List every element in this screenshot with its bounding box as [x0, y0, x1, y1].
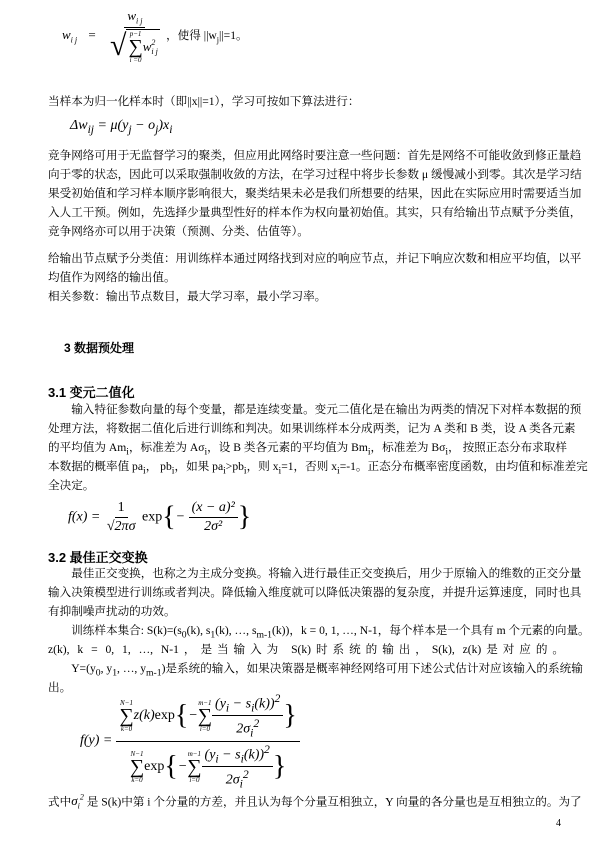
text-line: 全决定。 — [48, 479, 95, 492]
formula-normal-density: f(x) = $\frac{1}{√2\pi\sigma}$ exp{− $\frac{\text{(x − a)²}}{\text{2σ²}}$ } — [68, 500, 252, 534]
formula-weight-update: $\Delta w_{ij} = \mu(y_j - o_j)x_i$ — [70, 118, 173, 136]
intro-text: 当样本为归一化样本时（即||x||=1），学习可按如下算法进行： — [48, 95, 360, 108]
section-heading-3-1: 3.1 变元二值化 — [48, 385, 135, 400]
section-heading-3-2: 3.2 最佳正交变换 — [48, 550, 148, 565]
text-line: 均值作为网络的输出值。 — [48, 271, 176, 284]
text-line: 最佳正交变换，也称之为主成分变换。将输入进行最佳正交变换后，用少于原输入的维数的正交分量 — [48, 567, 582, 580]
text-line: 的平均值为 $Am_i$，标准差为 $A\sigma_i$，设 B 类各元素的平均值为 $Bm_i$，标准差为 $B\sigma_i$， 按照正态分布求取样 — [48, 441, 567, 458]
text-line: 竞争网络亦可以用于决策（预测、分类、估值等）。 — [48, 225, 309, 238]
variance-text: 式中$\sigma_i^2$ 是 S(k)中第 i 个分量的方差，并且认为每个分量互相独立，Y 向量的各分量也是互相独立的。为了 — [48, 793, 582, 811]
text-line: 输入特征参数向量的每个变量，都是连续变量。变元二值化是在输出为两类的情况下对样本数据的预 — [48, 403, 582, 416]
text-line: $Y=(y_0$, $y_1$, …, $y_{m-1}$)是系统的输入，如果决策器是概率神经网络可用下述公式估计对应该输入的系统输 — [48, 662, 583, 679]
text-line: 有抑制噪声扰动的功效。 — [48, 605, 176, 618]
text-line: 相关参数：输出节点数目，最大学习率，最小学习率。 — [48, 290, 327, 303]
section-heading-3: 3 数据预处理 — [64, 341, 135, 355]
text-line: 处理方法，将数据二值化后进行训练和判决。如果训练样本分成两类，记为 A 类和 B 类，设 A 类各元素 — [48, 422, 576, 435]
text-line: z(k), k = 0, 1, …, N-1，是当输入为 S(k)时系统的输出，S(k), z(k)是对应的。 — [48, 643, 564, 656]
text-line: 出。 — [48, 681, 72, 694]
text-line: 入人工干预。例如，先选择少量典型性好的样本作为权向量初始值。其实，只有给输出节点赋予分类值， — [48, 206, 582, 219]
text-line: 向于零的状态，因此可以采取强制收敛的方法，在学习过程中将步长参数 μ 缓慢减小到零。其次是学习结 — [48, 168, 582, 181]
text-line: 给输出节点赋予分类值：用训练样本通过网络找到对应的响应节点，并记下响应次数和相应平均值，以平 — [48, 252, 582, 265]
page-number: 4 — [556, 818, 561, 829]
text-line: 本数据的概率值 $pa_i$， $pb_i$，如果 $pa_i>pb_i$，则 $x_i=1$，否则 $x_i=-1$。正态分布概率密度函数，由均值和标准差完 — [48, 460, 588, 477]
text-line: 输入决策模型进行训练或者判决。降低输入维度就可以降低决策器的复杂度，并提升运算速度，同时也具 — [48, 586, 582, 599]
text-line: 果受初始值和学习样本顺序影响很大，聚类结果未必是我们所想要的结果，因此在实际应用时需要适当加 — [48, 187, 582, 200]
formula-weight-normalization: $w_{i j}$ = $w_{i j}$ √ p−1 ∑ i =0 w 2 i j ，使得 $||w_j||=1$。 — [62, 8, 248, 64]
formula-pnn-output: f(y) = N−1 ∑ k=0 z(k) exp { − m−1 ∑ i=0 $\frac{(y_i - s_i(k))^2}{2\sigma_i^2}$ } N−1 ∑ k=0 exp { − m−1 ∑ i=0 $\frac{(y_i - s_i(k))^2}{2\sigma_i^2}$ } — [80, 692, 300, 791]
text-line: 竞争网络可用于无监督学习的聚类，但应用此网络时要注意一些问题：首先是网络不可能收敛到修正量趋 — [48, 149, 582, 162]
text-line: 训练样本集合: $S(k)=(s_0(k)$, $s_1(k)$, …, $s_{m-1}(k)$)，k = 0, 1, …, N-1，每个样本是一个具有 m 个元素的向量。 — [48, 624, 590, 641]
